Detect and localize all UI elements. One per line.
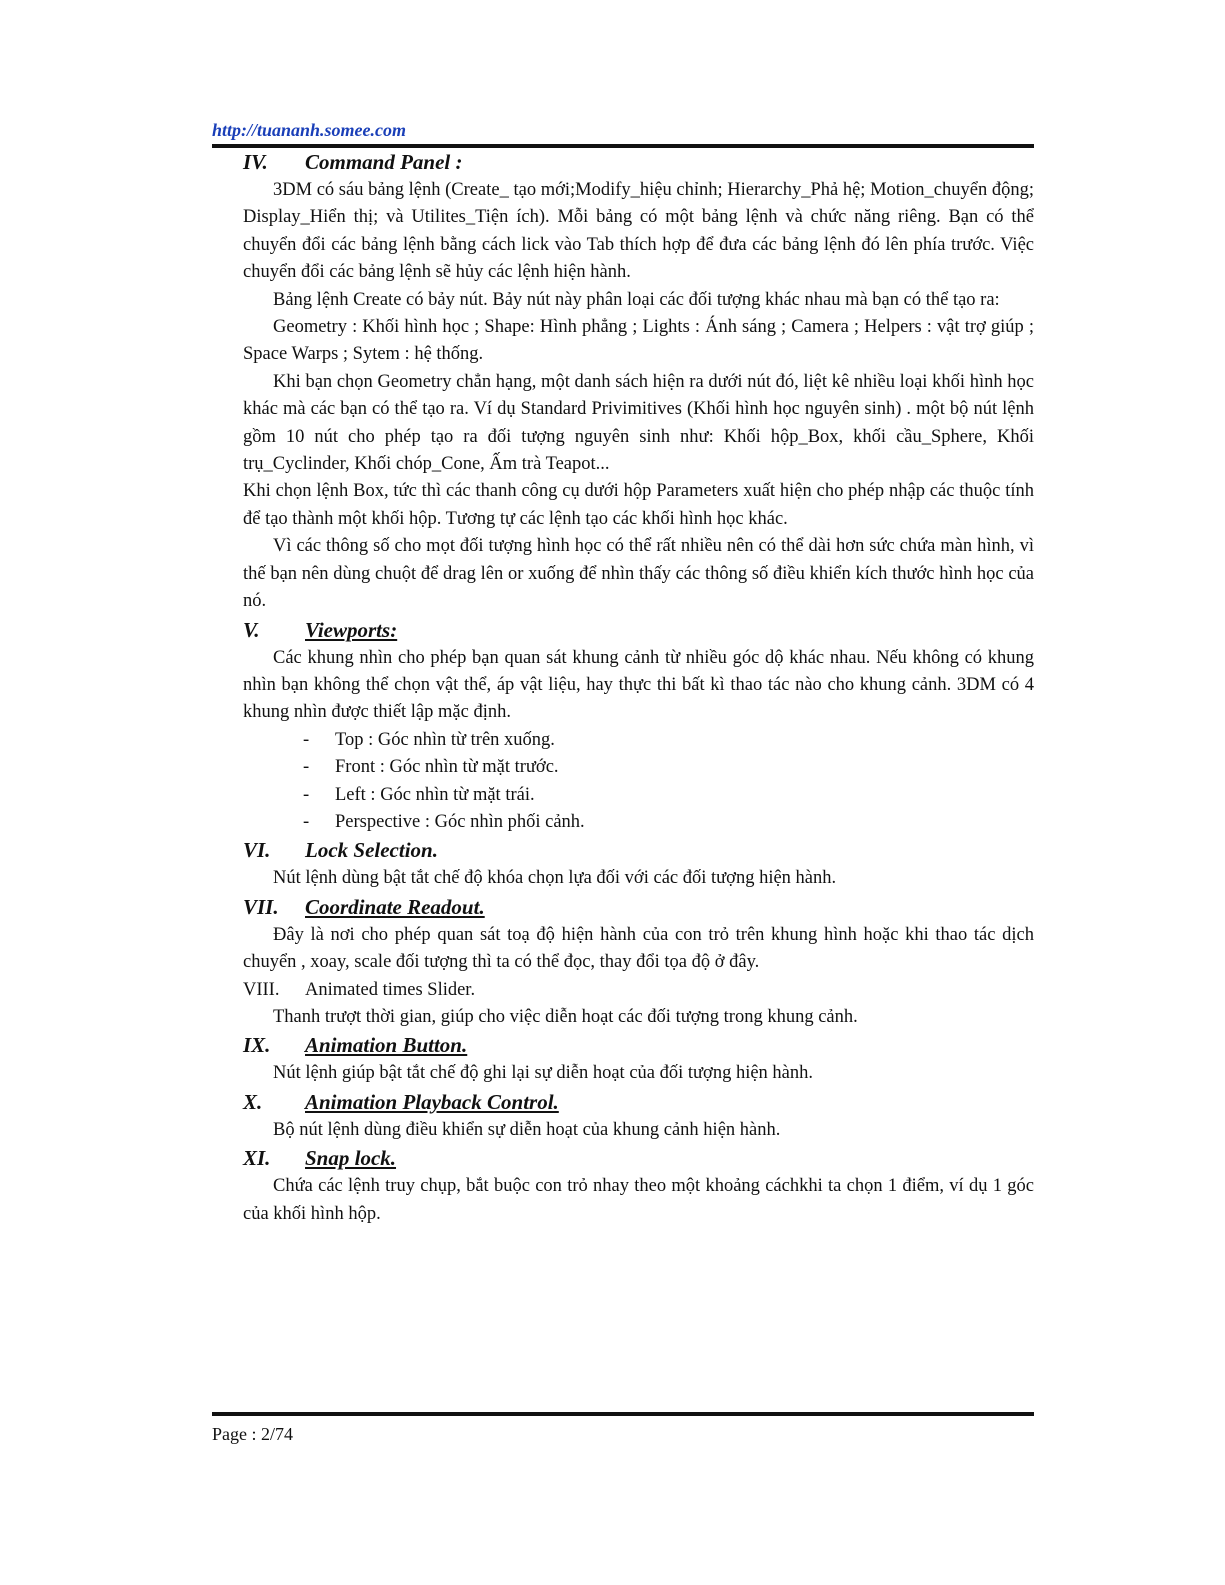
paragraph: Nút lệnh dùng bật tắt chế độ khóa chọn lựa đối với các đối tượng hiện hành.	[273, 868, 837, 889]
section-title: Animated times Slider.	[305, 979, 476, 1000]
footer-rule	[212, 1412, 1034, 1416]
list-item: - Left : Góc nhìn từ mặt trái.	[303, 782, 1034, 809]
section-number: IX.	[243, 1033, 271, 1058]
paragraph: Bộ nút lệnh dùng điều khiển sự diễn hoạt của khung cảnh hiện hành.	[273, 1119, 781, 1140]
page-footer	[212, 1412, 1034, 1445]
paragraph: Khi bạn chọn Geometry chẳn hạng, một danh sách hiện ra dưới nút đó, liệt kê nhiều loại khối hình học khác mà các bạn có thể tạo ra. Ví dụ Standard Privimitives (Khối hình học nguyên sinh) . một bộ nút lệnh gồm 10 nút cho phép tạo ra đối tượng nguyên sinh như: Khối hộp_Box, khối cầu_Sphere, Khối trụ_Cyclinder, Khối chóp_Cone, Ấm trà Teapot...	[243, 371, 1034, 475]
page-body	[212, 118, 1034, 1228]
section-number: VII.	[243, 894, 279, 919]
paragraph: Khi chọn lệnh Box, tức thì các thanh công cụ dưới hộp Parameters xuất hiện cho phép nhập các thuộc tính để tạo thành một khối hộp. Tương tự các lệnh tạo các khối hình học khác.	[243, 481, 1034, 529]
section-heading-iv	[243, 148, 1034, 177]
paragraph: Vì các thông số cho mọt đối tượng hình học có thể rất nhiều nên có thể dài hơn sức chứa màn hình, vì thế bạn nên dùng chuột để drag lên or xuống để nhìn thấy các thông số điều khiển kích thước hình học của nó.	[243, 536, 1034, 612]
paragraph: Nút lệnh giúp bật tắt chế độ ghi lại sự diễn hoạt của đối tượng hiện hành.	[273, 1063, 814, 1084]
section-heading-viii	[243, 977, 1034, 1004]
section-heading-vi	[243, 836, 1034, 865]
list-item: - Top : Góc nhìn từ trên xuống.	[303, 727, 1034, 754]
section-title: Lock Selection.	[305, 838, 438, 863]
paragraph: Chứa các lệnh truy chụp, bắt buộc con trỏ nhay theo một khoảng cáchkhi ta chọn 1 điểm, ví dụ 1 góc của khối hình hộp.	[243, 1176, 1034, 1224]
paragraph: Thanh trượt thời gian, giúp cho việc diễn hoạt các đối tượng trong khung cảnh.	[273, 1006, 858, 1027]
section-title: Animation Button.	[305, 1033, 468, 1058]
section-heading-x	[243, 1088, 1034, 1117]
section-heading-vii	[243, 893, 1034, 922]
viewport-list	[243, 727, 1034, 837]
section-title: Animation Playback Control.	[305, 1089, 559, 1114]
section-title: Command Panel :	[305, 150, 463, 174]
document-content	[243, 148, 1034, 1228]
paragraph: Geometry : Khối hình học ; Shape: Hình phẳng ; Lights : Ánh sáng ; Camera ; Helpers : vật trợ giúp ; Space Warps ; Sytem : hệ thống.	[243, 317, 1034, 365]
section-title: Viewports:	[305, 617, 398, 642]
section-number: XI.	[243, 1146, 271, 1171]
section-number: VIII.	[243, 979, 280, 1000]
paragraph: Đây là nơi cho phép quan sát toạ độ hiện hành của con trỏ trên khung hình hoặc khi thao tác dịch chuyển , xoay, scale đối tượng thì ta có thể đọc, thay đổi tọa độ ở đây.	[243, 924, 1034, 973]
paragraph: Bảng lệnh Create có bảy nút. Bảy nút này phân loại các đối tượng khác nhau mà bạn có thể tạo ra:	[273, 289, 1000, 310]
header-link[interactable]: http://tuananh.somee.com	[212, 120, 407, 140]
section-heading-v	[243, 616, 1034, 645]
section-number: X.	[243, 1089, 263, 1114]
section-title: Snap lock.	[305, 1146, 397, 1171]
page-number: Page : 2/74	[212, 1424, 293, 1444]
paragraph: Các khung nhìn cho phép bạn quan sát khung cảnh từ nhiều góc dộ khác nhau. Nếu không có khung nhìn bạn không thể chọn vật thể, áp vật liệu, hay thực thi bất kì thao tác nào cho khung cảnh. 3DM có 4 khung nhìn được thiết lập mặc định.	[243, 647, 1034, 723]
list-item: - Perspective : Góc nhìn phối cảnh.	[303, 809, 1034, 836]
list-item: - Front : Góc nhìn từ mặt trước.	[303, 754, 1034, 781]
section-number: VI.	[243, 838, 271, 863]
paragraph: 3DM có sáu bảng lệnh (Create_ tạo mới;Modify_hiệu chỉnh; Hierarchy_Phả hệ; Motion_chuyển động; Display_Hiển thị; và Utilites_Tiện ích). Mỗi bảng có một bảng lệnh và chức năng riêng. Bạn có thể chuyển đổi các bảng lệnh bằng cách lick vào Tab thích hợp để đưa các bảng lệnh đó lên phía trước. Việc chuyển đổi các bảng lệnh sẽ hủy các lệnh hiện hành.	[243, 180, 1034, 283]
section-title: Coordinate Readout.	[305, 894, 485, 919]
section-heading-ix	[243, 1031, 1034, 1060]
section-number: V.	[243, 617, 260, 642]
section-number: IV.	[243, 150, 268, 174]
section-heading-xi	[243, 1144, 1034, 1173]
